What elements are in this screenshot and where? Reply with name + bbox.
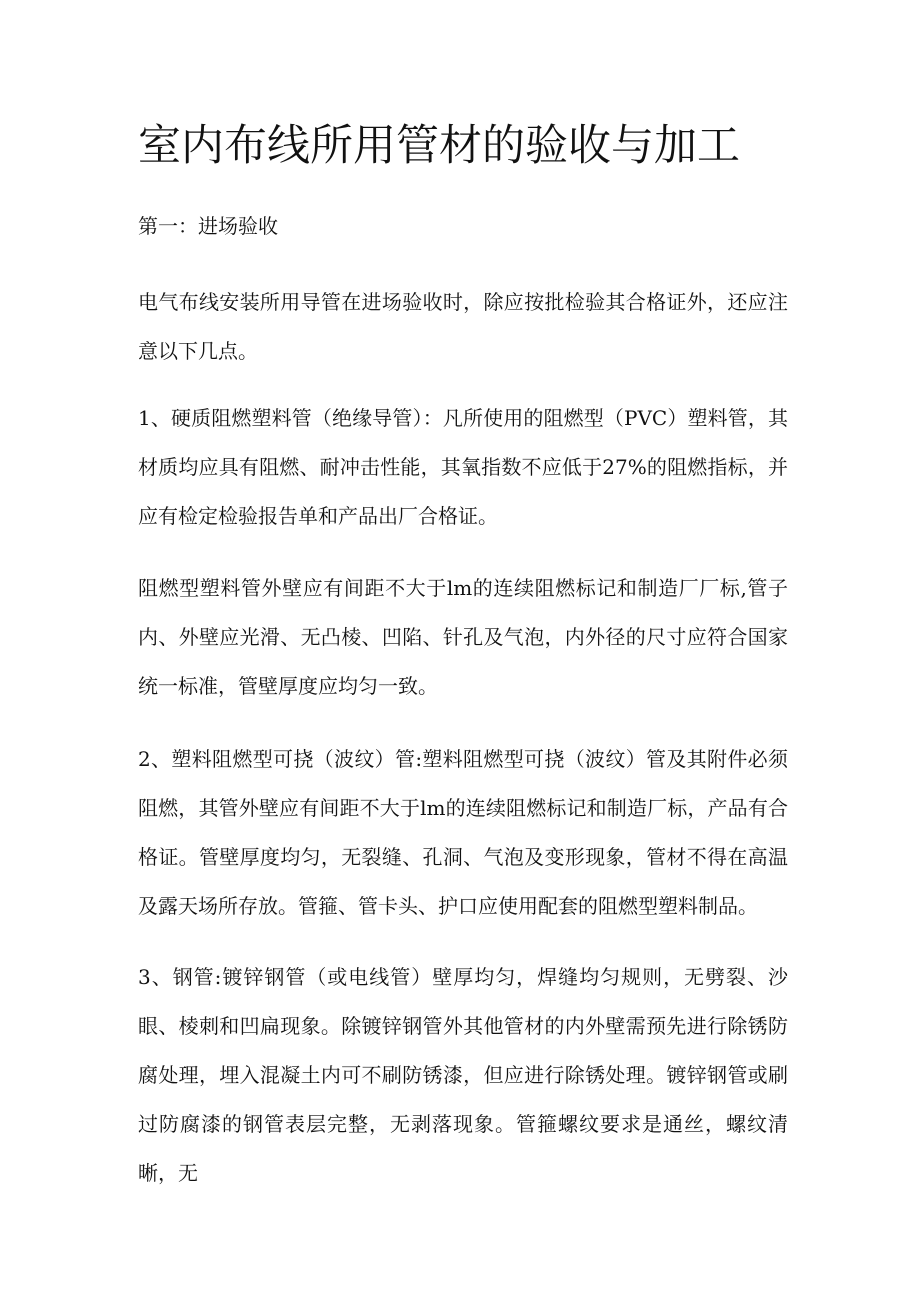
section-heading: 第一：进场验收 <box>138 214 278 238</box>
document-title: 室内布线所用管材的验收与加工 <box>138 121 740 171</box>
paragraph-steel-pipe: 3、钢管:镀锌钢管（或电线管）壁厚均匀，焊缝均匀规则，无劈裂、沙眼、棱刺和凹扁现象。除镀锌钢管外其他管材的内外壁需预先进行除锈防腐处理，埋入混凝土内可不刷防锈漆，但应进行除锈处理。镀锌钢管或刷过防腐漆的钢管表层完整，无剥落现象。管箍螺纹要求是通丝，螺纹清晰，无 <box>138 965 788 1185</box>
paragraph-intro: 电气布线安装所用导管在进场验收时，除应按批检验其合格证外，还应注意以下几点。 <box>138 290 788 363</box>
paragraph-pvc-marking: 阻燃型塑料管外壁应有间距不大于lm的连续阻燃标记和制造厂厂标,管子内、外壁应光滑、无凸棱、凹陷、针孔及气泡，内外径的尺寸应符合国家统一标准，管壁厚度应均匀一致。 <box>138 576 788 698</box>
paragraph-pvc-pipe: 1、硬质阻燃塑料管（绝缘导管）：凡所使用的阻燃型（PVC）塑料管，其材质均应具有阻燃、耐冲击性能，其氧指数不应低于27%的阻燃指标，并应有检定检验报告单和产品出厂合格证。 <box>138 406 788 528</box>
paragraph-corrugated-pipe: 2、塑料阻燃型可挠（波纹）管:塑料阻燃型可挠（波纹）管及其附件必须阻燃，其管外壁应有间距不大于lm的连续阻燃标记和制造厂标，产品有合格证。管壁厚度均匀，无裂缝、孔洞、气泡及变形现象，管材不得在高温及露天场所存放。管箍、管卡头、护口应使用配套的阻燃型塑料制品。 <box>138 747 788 918</box>
